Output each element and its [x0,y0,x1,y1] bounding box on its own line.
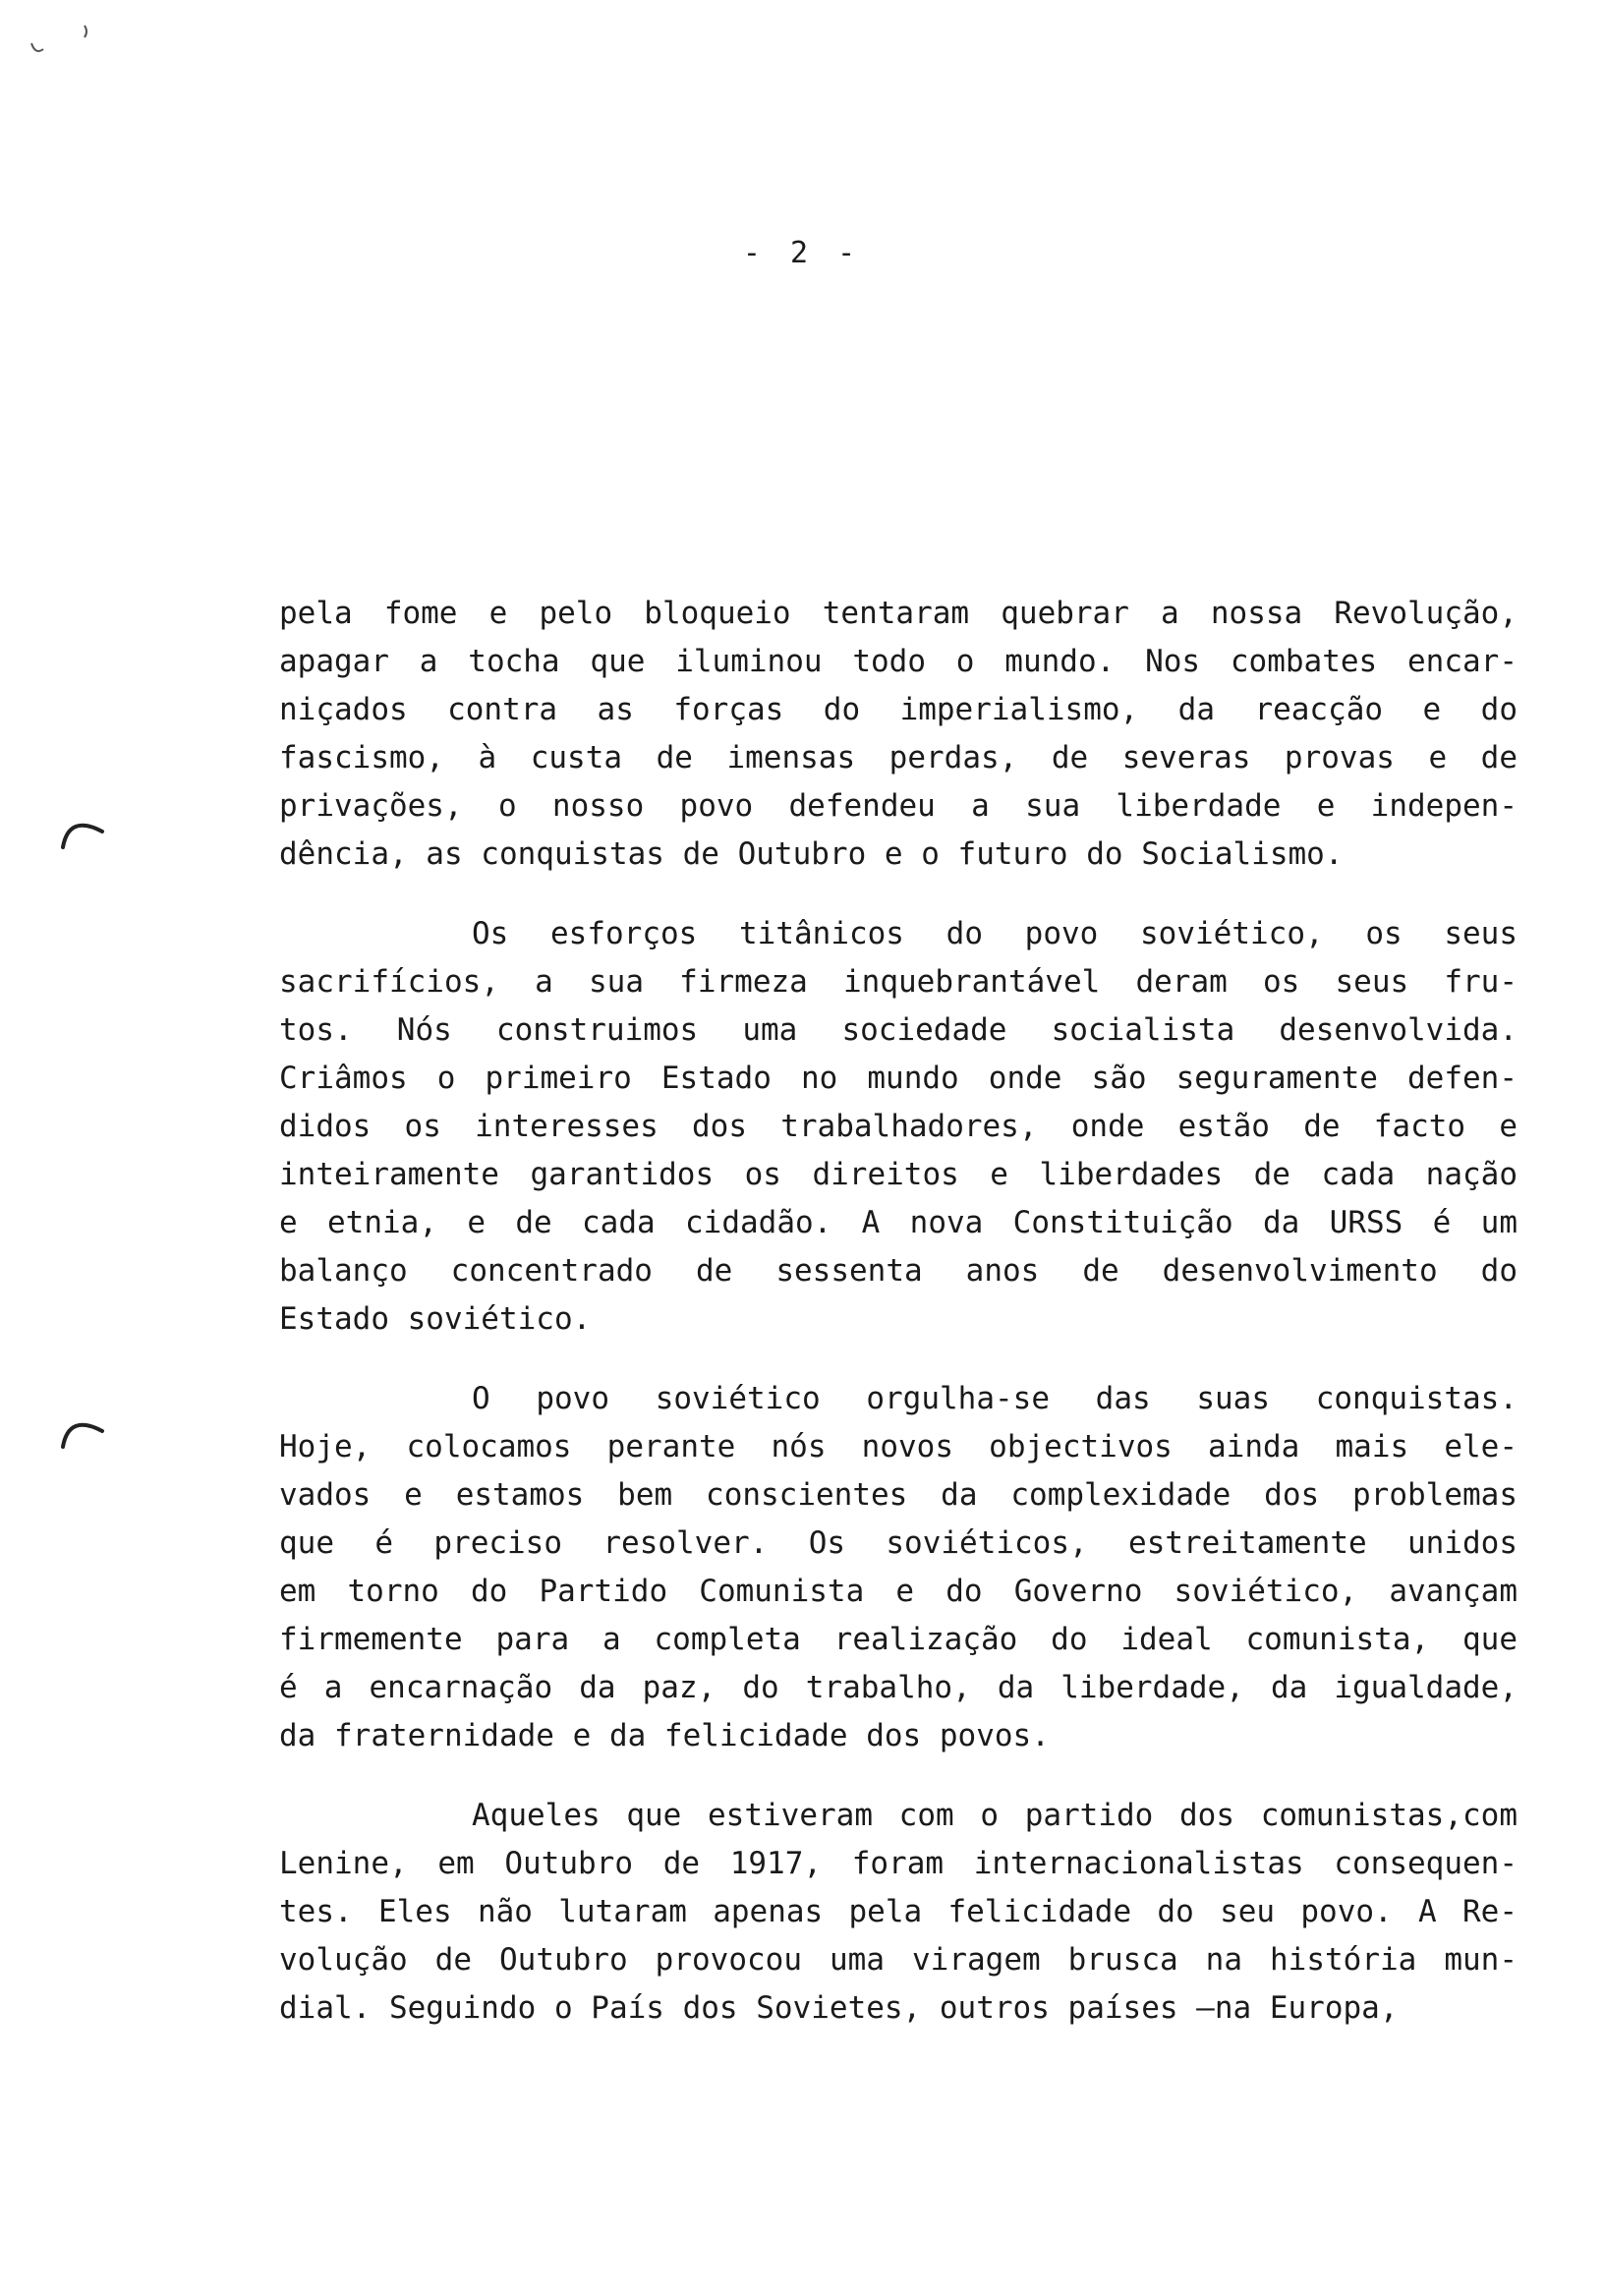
paragraph [279,910,1518,1344]
text-line: Aqueles que estiveram com o partido dos comunistas,com [472,1798,1518,1833]
text-line: vados e estamos bem conscientes da complexidade dos problemas [279,1477,1518,1513]
text-line: fascismo, à custa de imensas perdas, de severas provas e de [279,740,1518,775]
text-line: dial. Seguindo o País dos Sovietes, outros países —na Europa, [279,1990,1399,2026]
page-number: - 2 - [742,236,862,270]
text-line: tes. Eles não lutaram apenas pela felicidade do seu povo. A Re- [279,1894,1518,1929]
text-line: pela fome e pelo bloqueio tentaram quebrar a nossa Revolução, [279,596,1518,631]
paragraph [279,590,1518,879]
text-line: Hoje, colocamos perante nós novos objectivos ainda mais ele- [279,1429,1518,1464]
text-line: firmemente para a completa realização do ideal comunista, que [279,1622,1518,1657]
text-line: tos. Nós construimos uma sociedade socialista desenvolvida. [279,1012,1518,1048]
text-line: sacrifícios, a sua firmeza inquebrantável deram os seus fru- [279,964,1518,1000]
text-line: privações, o nosso povo defendeu a sua liberdade e indepen- [279,788,1518,824]
text-line: da fraternidade e da felicidade dos povos. [279,1718,1050,1753]
text-line: dência, as conquistas de Outubro e o futuro do Socialismo. [279,836,1344,872]
text-line: em torno do Partido Comunista e do Governo soviético, avançam [279,1574,1518,1609]
text-line: é a encarnação da paz, do trabalho, da liberdade, da igualdade, [279,1670,1518,1705]
binder-hole-mark-icon [59,808,108,857]
document-body [279,590,1518,2064]
binder-hole-mark-icon [59,1407,108,1457]
text-line: que é preciso resolver. Os soviéticos, estreitamente unidos [279,1525,1518,1561]
text-line: Os esforços titânicos do povo soviético, os seus [472,916,1518,951]
text-line: Criâmos o primeiro Estado no mundo onde são seguramente defen- [279,1061,1518,1096]
text-line: apagar a tocha que iluminou todo o mundo. Nos combates encar- [279,644,1518,679]
text-line: Estado soviético. [279,1301,592,1337]
text-line: e etnia, e de cada cidadão. A nova Constituição da URSS é um [279,1205,1518,1240]
text-line: balanço concentrado de sessenta anos de desenvolvimento do [279,1253,1518,1289]
text-line: Lenine, em Outubro de 1917, foram internacionalistas consequen- [279,1846,1518,1881]
text-line: inteiramente garantidos os direitos e liberdades de cada nação [279,1157,1518,1192]
corner-ink-mark-icon [28,20,96,59]
paragraph [279,1375,1518,1760]
text-line: O povo soviético orgulha-se das suas conquistas. [472,1381,1518,1416]
text-line: didos os interesses dos trabalhadores, onde estão de facto e [279,1109,1518,1144]
text-line: niçados contra as forças do imperialismo, da reacção e do [279,692,1518,727]
paragraph [279,1792,1518,2033]
text-line: volução de Outubro provocou uma viragem brusca na história mun- [279,1942,1518,1978]
